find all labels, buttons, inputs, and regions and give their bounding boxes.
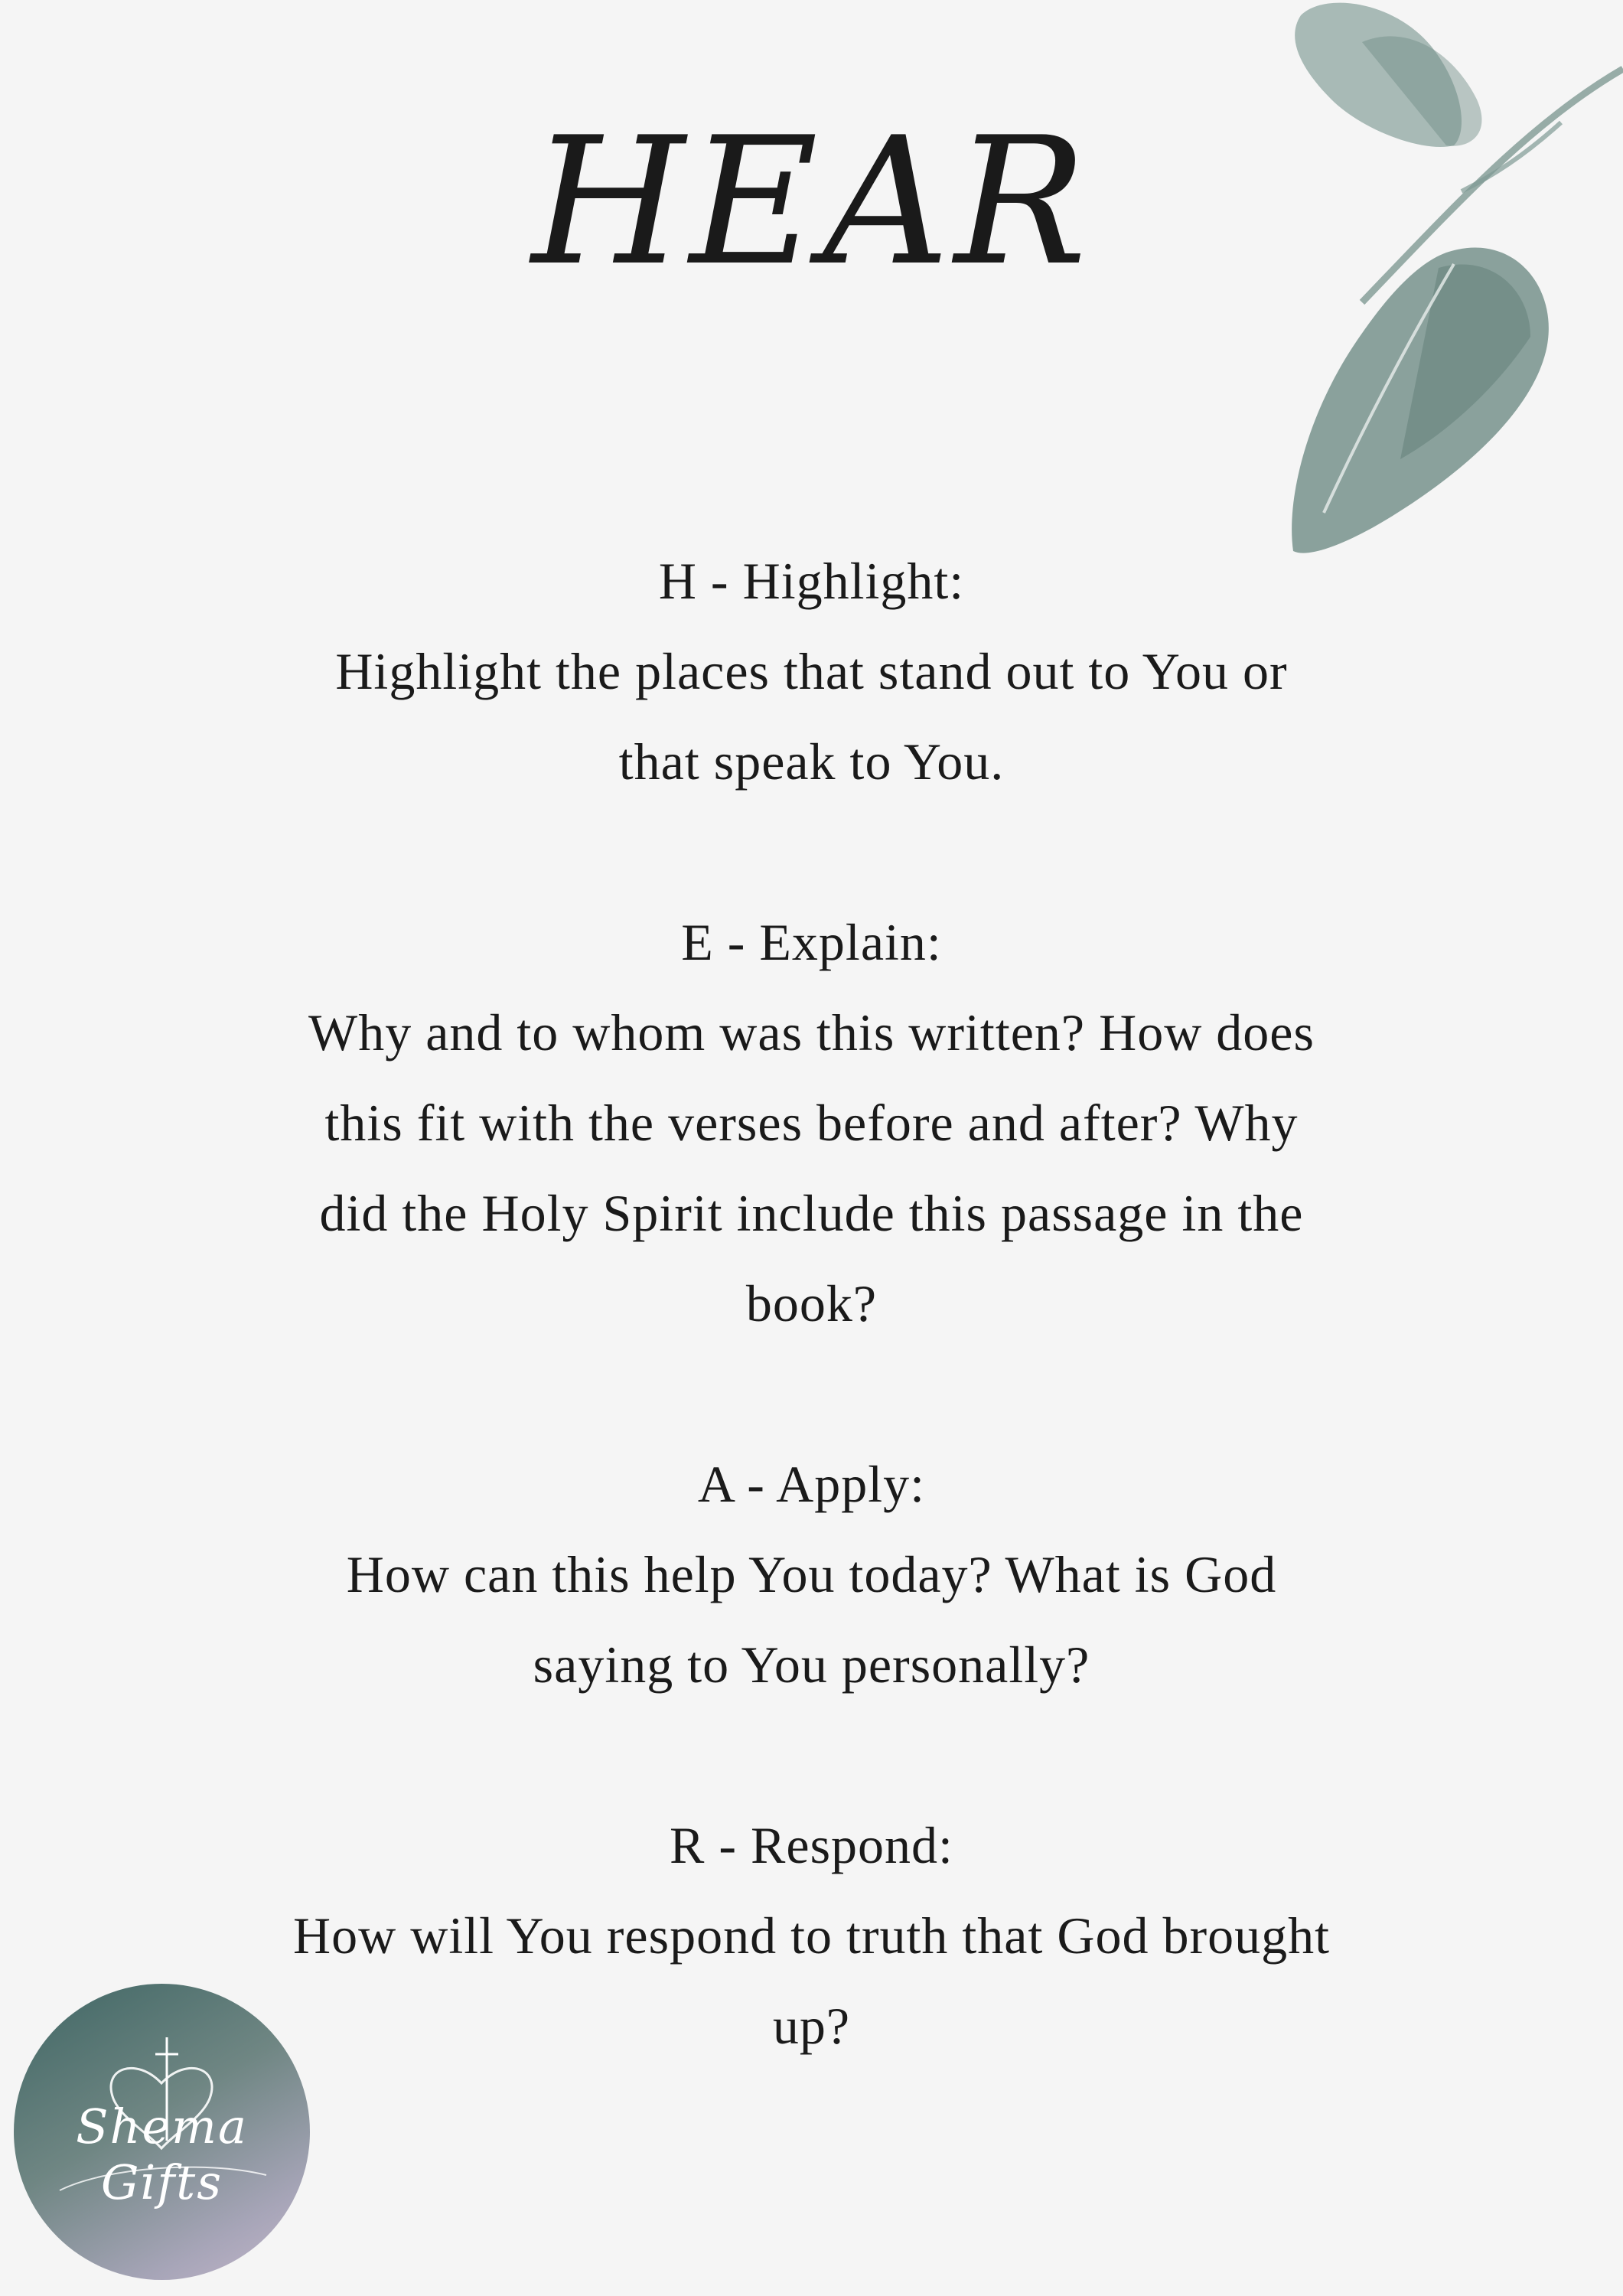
section-line: book?	[745, 1274, 878, 1332]
section-line: saying to You personally?	[533, 1636, 1090, 1694]
section-respond	[115, 1800, 1508, 2071]
section-line: this fit with the verses before and after? Why	[324, 1094, 1299, 1152]
section-line: How can this help You today? What is God	[346, 1545, 1277, 1603]
section-line: did the Holy Spirit include this passage in the	[319, 1184, 1304, 1242]
section-heading: E - Explain:	[681, 913, 942, 971]
hear-method-content	[115, 536, 1508, 2071]
shema-gifts-logo	[14, 1984, 310, 2280]
section-heading: R - Respond:	[670, 1816, 953, 1874]
section-line: How will You respond to truth that God brought	[293, 1906, 1330, 1965]
section-line: up?	[772, 1997, 851, 2055]
section-apply	[115, 1439, 1508, 1710]
section-heading: H - Highlight:	[658, 552, 965, 610]
section-line: that speak to You.	[618, 732, 1005, 791]
section-line: Highlight the places that stand out to You or	[335, 642, 1288, 700]
section-highlight	[115, 536, 1508, 807]
eucalyptus-leaves-icon	[1133, 0, 1623, 582]
page-title: HEAR	[531, 100, 1092, 305]
section-heading: A - Apply:	[697, 1455, 926, 1513]
logo-text: Shema Gifts	[76, 2099, 248, 2210]
section-line: Why and to whom was this written? How does	[308, 1003, 1315, 1062]
section-explain	[115, 897, 1508, 1349]
